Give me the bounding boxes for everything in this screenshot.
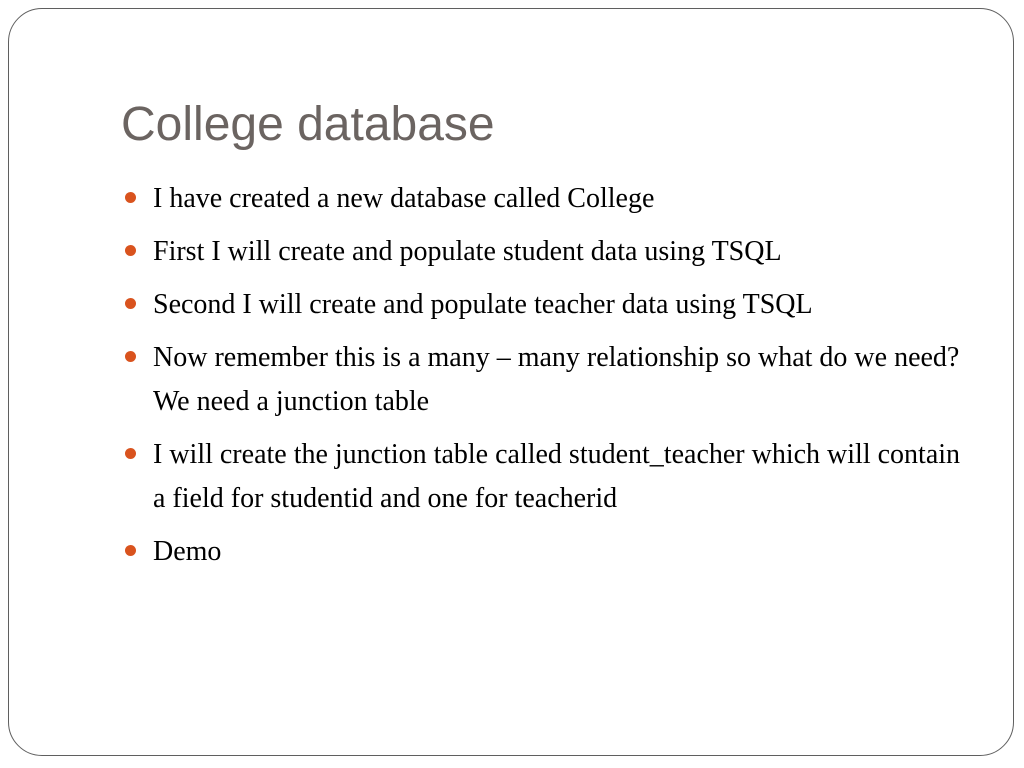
bullet-text: Demo [153,536,222,567]
bullet-list [125,177,965,583]
bullet-dot-icon [125,245,136,256]
bullet-text: Second I will create and populate teacher data using TSQL [153,289,813,320]
slide-title: College database [121,98,495,151]
bullet-dot-icon [125,448,136,459]
bullet-item [125,433,965,521]
bullet-item [125,177,965,221]
bullet-text: Now remember this is a many – many relationship so what do we need? We need a junction table [153,342,960,417]
bullet-item [125,336,965,424]
bullet-item [125,230,965,274]
bullet-dot-icon [125,351,136,362]
bullet-text: First I will create and populate student data using TSQL [153,236,782,267]
bullet-dot-icon [125,545,136,556]
slide-frame [8,8,1014,756]
bullet-item [125,530,965,574]
bullet-dot-icon [125,192,136,203]
bullet-text: I will create the junction table called student_teacher which will contain a field for studentid and one for teacherid [153,439,961,514]
bullet-dot-icon [125,298,136,309]
bullet-item [125,283,965,327]
bullet-text: I have created a new database called College [153,183,655,214]
